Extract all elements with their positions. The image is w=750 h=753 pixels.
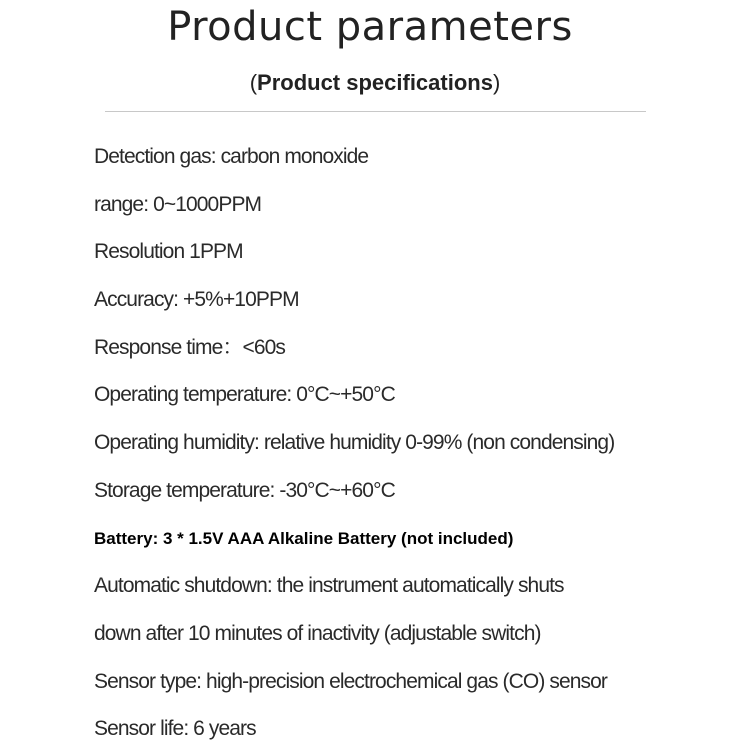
subtitle-text: Product specifications: [257, 70, 493, 95]
spec-automatic-shutdown-cont: down after 10 minutes of inactivity (adjustable switch): [94, 621, 541, 645]
spec-operating-temperature: Operating temperature: 0°C~+50°C: [94, 383, 395, 407]
spec-accuracy: Accuracy: +5%+10PPM: [94, 288, 299, 312]
page-subtitle: [0, 70, 750, 96]
spec-range: range: 0~1000PPM: [94, 192, 262, 216]
subtitle-open-paren: (: [249, 70, 258, 95]
spec-automatic-shutdown: Automatic shutdown: the instrument automatically shuts: [94, 574, 564, 598]
spec-list: [94, 133, 744, 753]
spec-detection-gas: Detection gas: carbon monoxide: [94, 145, 369, 168]
spec-sensor-type: Sensor type: high-precision electrochemical gas (CO) sensor: [94, 669, 607, 693]
page-title: Product parameters: [167, 4, 573, 50]
spec-operating-humidity: Operating humidity: relative humidity 0-99% (non condensing): [94, 431, 615, 455]
spec-sensor-life: Sensor life: 6 years: [94, 717, 256, 741]
spec-storage-temperature: Storage temperature: -30°C~+60°C: [94, 478, 395, 502]
spec-battery: Battery: 3 * 1.5V AAA Alkaline Battery (not included): [94, 528, 514, 548]
title-divider: [105, 111, 646, 112]
spec-resolution: Resolution 1PPM: [94, 240, 243, 264]
spec-response-time: Response time：<60s: [94, 335, 285, 359]
subtitle-close-paren: ): [492, 70, 501, 95]
